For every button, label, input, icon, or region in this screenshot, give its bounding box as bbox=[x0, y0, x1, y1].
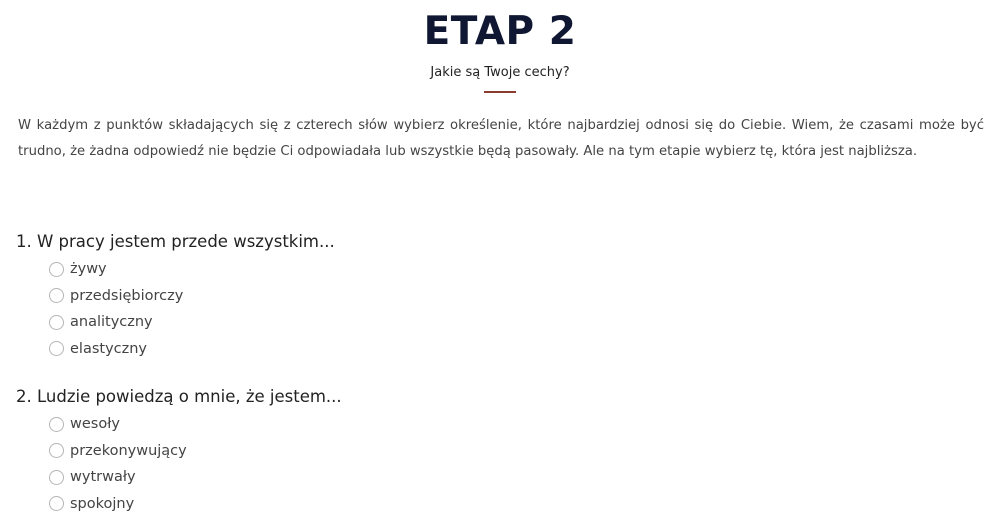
radio-button[interactable] bbox=[49, 341, 64, 356]
page-title: ETAP 2 bbox=[423, 9, 577, 54]
option-label[interactable]: wesoły bbox=[70, 416, 120, 433]
radio-button[interactable] bbox=[49, 496, 64, 511]
question-2 bbox=[16, 385, 716, 517]
option-label[interactable]: wytrwały bbox=[70, 469, 136, 486]
radio-button[interactable] bbox=[49, 417, 64, 432]
option-wytrwaly[interactable] bbox=[49, 464, 716, 491]
radio-button[interactable] bbox=[49, 262, 64, 277]
radio-button[interactable] bbox=[49, 443, 64, 458]
radio-button[interactable] bbox=[49, 315, 64, 330]
radio-button[interactable] bbox=[49, 288, 64, 303]
option-zywy[interactable] bbox=[49, 256, 716, 283]
question-1 bbox=[16, 230, 716, 362]
question-title: 2. Ludzie powiedzą o mnie, że jestem... bbox=[16, 387, 342, 406]
option-label[interactable]: elastyczny bbox=[70, 340, 148, 357]
option-analityczny[interactable] bbox=[49, 309, 716, 336]
option-label[interactable]: przedsiębiorczy bbox=[70, 287, 184, 304]
option-label[interactable]: żywy bbox=[70, 261, 107, 278]
option-label[interactable]: spokojny bbox=[70, 495, 135, 512]
option-przedsiebiorczy[interactable] bbox=[49, 283, 716, 310]
option-elastyczny[interactable] bbox=[49, 336, 716, 363]
option-label[interactable]: przekonywujący bbox=[70, 442, 187, 459]
intro-text: W każdym z punktów składających się z czterech słów wybierz określenie, które najbardziej odnosi się do Ciebie. Wiem, że czasami może być trudno, że żadna odpowiedź nie będzie Ci odpowiadała lub wszystkie będą pasowały. Ale na tym etapie wybierz tę, która jest najbliższa. bbox=[18, 118, 984, 159]
option-przekonywujacy[interactable] bbox=[49, 438, 716, 465]
question-title: 1. W pracy jestem przede wszystkim... bbox=[16, 232, 335, 251]
radio-button[interactable] bbox=[49, 470, 64, 485]
option-wesoly[interactable] bbox=[49, 411, 716, 438]
option-spokojny[interactable] bbox=[49, 491, 716, 518]
option-label[interactable]: analityczny bbox=[70, 314, 153, 331]
page-subtitle: Jakie są Twoje cechy? bbox=[430, 65, 570, 80]
title-divider bbox=[484, 91, 516, 93]
page-header bbox=[0, 0, 1000, 93]
